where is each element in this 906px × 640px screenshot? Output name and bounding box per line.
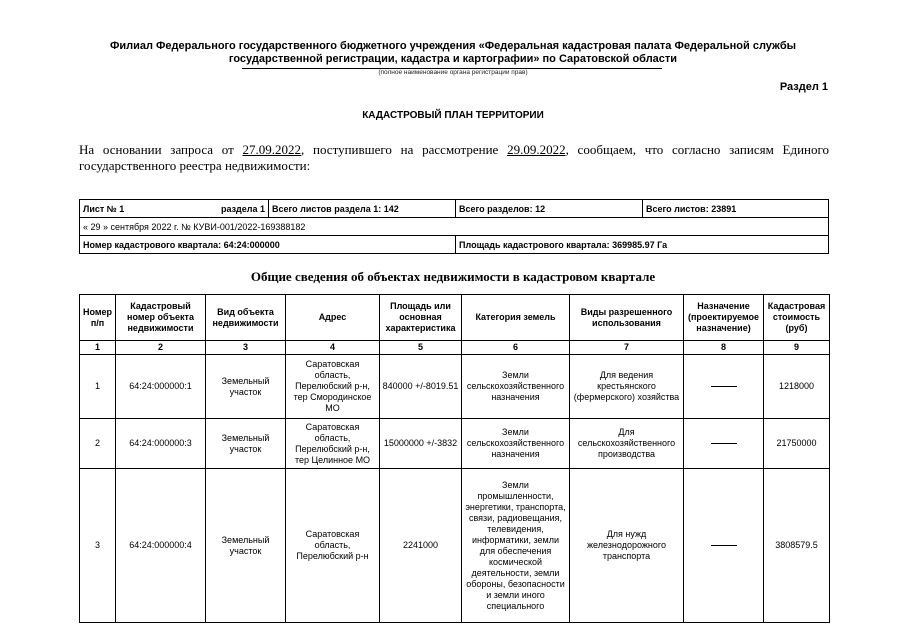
- object-kind: Земельный участок: [206, 355, 286, 419]
- cadastral-number: 64:24:000000:4: [116, 469, 206, 623]
- row-number: 3: [80, 469, 116, 623]
- cadastral-number: 64:24:000000:3: [116, 419, 206, 469]
- permitted-use: Для ведения крестьянского (фермерского) хозяйства: [570, 355, 684, 419]
- intro-text-1: На основании запроса от: [79, 142, 234, 157]
- sheet-info-table: [79, 199, 829, 254]
- column-number: 9: [764, 341, 830, 355]
- sheet-section-of: раздела 1: [220, 203, 265, 214]
- org-name-line-2: государственной регистрации, кадастра и картографии» по Саратовской области: [228, 53, 678, 65]
- purpose: [684, 355, 764, 419]
- purpose: [684, 469, 764, 623]
- cadastral-cost: 3808579.5: [764, 469, 830, 623]
- row-number: 2: [80, 419, 116, 469]
- header-cell: Номер п/п: [80, 295, 116, 341]
- review-date: 29.09.2022: [507, 142, 566, 157]
- total-sheets-section: Всего листов раздела 1: 142: [269, 200, 456, 218]
- sheet-number-cell: [80, 200, 269, 218]
- intro-paragraph: [79, 142, 829, 174]
- sheet-number: Лист № 1: [83, 203, 125, 214]
- purpose: [684, 419, 764, 469]
- area: 2241000: [380, 469, 462, 623]
- header-cell: Виды разрешенного использования: [570, 295, 684, 341]
- column-number: 7: [570, 341, 684, 355]
- section-label: Раздел 1: [779, 81, 828, 93]
- column-number-row: [80, 341, 830, 355]
- org-name-line-1: Филиал Федерального государственного бюджетного учреждения «Федеральная кадастровая палата Федеральной службы: [109, 40, 797, 52]
- org-note: (полное наименование органа регистрации прав): [378, 69, 528, 76]
- header-cell: Кадастровый номер объекта недвижимости: [116, 295, 206, 341]
- table-row: [80, 469, 830, 623]
- table-title: Общие сведения об объектах недвижимости в кадастровом квартале: [250, 269, 656, 284]
- cadastral-number: 64:24:000000:1: [116, 355, 206, 419]
- empty-dash: [711, 443, 737, 444]
- address: Саратовская область, Перелюбский р-н: [286, 469, 380, 623]
- column-number: 8: [684, 341, 764, 355]
- row-number: 1: [80, 355, 116, 419]
- quarter-area: Площадь кадастрового квартала: 369985.97 Га: [456, 236, 829, 254]
- table-row: [80, 419, 830, 469]
- address: Саратовская область, Перелюбский р-н, тер Смородинское МО: [286, 355, 380, 419]
- column-number: 6: [462, 341, 570, 355]
- area: 840000 +/-8019.51: [380, 355, 462, 419]
- document-title: КАДАСТРОВЫЙ ПЛАН ТЕРРИТОРИИ: [362, 110, 544, 121]
- date-and-number: « 29 » сентября 2022 г. № КУВИ-001/2022-169388182: [80, 218, 829, 236]
- column-number: 5: [380, 341, 462, 355]
- header-cell: Вид объекта недвижимости: [206, 295, 286, 341]
- total-sheets: Всего листов: 23891: [643, 200, 829, 218]
- table-row: [80, 355, 830, 419]
- permitted-use: Для сельскохозяйственного производства: [570, 419, 684, 469]
- column-number: 3: [206, 341, 286, 355]
- land-category: Земли сельскохозяйственного назначения: [462, 355, 570, 419]
- permitted-use: Для нужд железнодорожного транспорта: [570, 469, 684, 623]
- empty-dash: [711, 545, 737, 546]
- header-cell: Назначение (проектируемое назначение): [684, 295, 764, 341]
- total-sections: Всего разделов: 12: [456, 200, 643, 218]
- land-category: Земли промышленности, энергетики, транспорта, связи, радиовещания, телевидения, информатики, земли для обеспечения космической деятельности, земли обороны, безопасности и земли иного специального: [462, 469, 570, 623]
- object-kind: Земельный участок: [206, 469, 286, 623]
- header-cell: Площадь или основная характеристика: [380, 295, 462, 341]
- header-cell: Категория земель: [462, 295, 570, 341]
- cadastral-cost: 21750000: [764, 419, 830, 469]
- column-number: 1: [80, 341, 116, 355]
- header-cell: Адрес: [286, 295, 380, 341]
- request-date: 27.09.2022: [242, 142, 302, 157]
- header-cell: Кадастровая стоимость (руб): [764, 295, 830, 341]
- empty-dash: [711, 386, 737, 387]
- land-category: Земли сельскохозяйственного назначения: [462, 419, 570, 469]
- address: Саратовская область, Перелюбский р-н, тер Целинное МО: [286, 419, 380, 469]
- quarter-number: Номер кадастрового квартала: 64:24:000000: [80, 236, 456, 254]
- area: 15000000 +/-3832: [380, 419, 462, 469]
- column-number: 4: [286, 341, 380, 355]
- intro-text-3: , сообщаем, что согласно записям Единого государственного реестра недвижимости:: [79, 142, 830, 173]
- object-kind: Земельный участок: [206, 419, 286, 469]
- column-number: 2: [116, 341, 206, 355]
- cadastral-cost: 1218000: [764, 355, 830, 419]
- objects-table: [79, 294, 830, 623]
- header-row: [80, 295, 830, 341]
- intro-text-2: , поступившего на рассмотрение: [301, 142, 499, 157]
